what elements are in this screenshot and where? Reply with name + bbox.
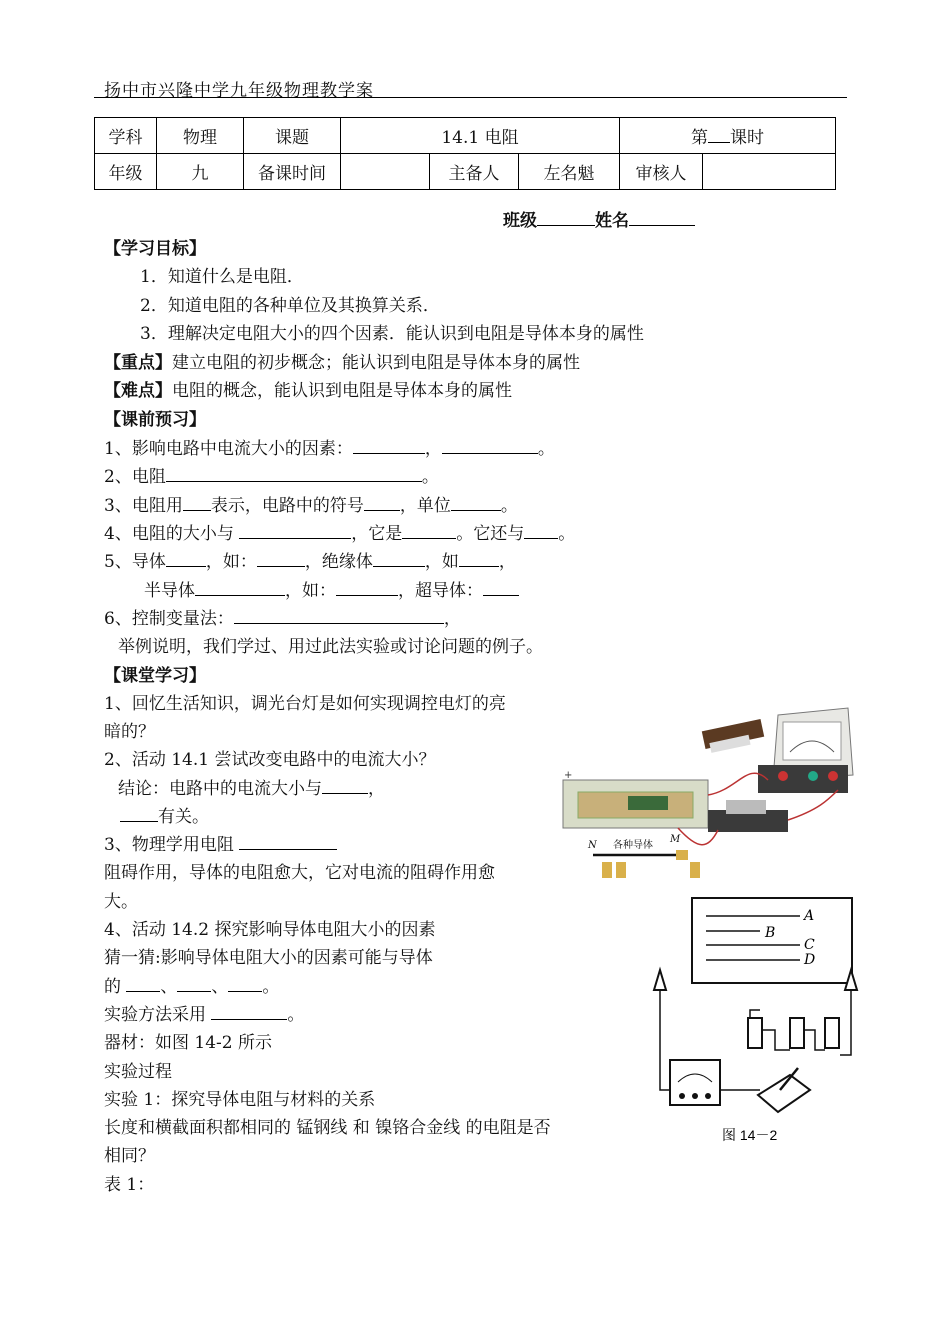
period-prefix: 第 (691, 128, 708, 148)
classroom-l4 (118, 774, 385, 799)
l12-text: 实验方法采用 (104, 1005, 212, 1025)
name-label: 姓名 (595, 211, 629, 231)
difficulty-line (104, 376, 512, 401)
conductor-label: 各种导体 (613, 840, 653, 851)
q4-text-2: ，它是 (351, 524, 403, 544)
classroom-l10: 猜一猜:影响导体电阻大小的因素可能与导体 (104, 948, 433, 968)
label-n: N (588, 840, 597, 851)
goal-item-2: 2．知道电阻的各种单位及其换算关系． (140, 296, 440, 316)
classroom-l17: 相同？ (104, 1146, 155, 1166)
info-row-1 (95, 118, 836, 154)
preparer-label: 主备人 (430, 154, 519, 190)
q4-text-1: 4、电阻的大小与 (104, 524, 240, 544)
classroom-l6 (104, 830, 337, 855)
q3-text-2: 表示，电路中的符号 (210, 496, 364, 516)
topic-label: 课题 (244, 118, 341, 154)
classroom-l5 (120, 802, 209, 827)
preview-q3 (104, 491, 518, 516)
goals-heading: 【学习目标】 (104, 239, 206, 259)
preview-q4 (104, 519, 575, 544)
l11-blank-1 (126, 977, 160, 992)
classroom-l16: 长度和横截面积都相同的 锰钢线 和 镍铬合金线 的电阻是否 (104, 1118, 551, 1138)
l5-text: 有关。 (158, 807, 209, 827)
key-point-line (104, 348, 580, 373)
info-row-2 (95, 154, 836, 190)
prep-time-label: 备课时间 (244, 154, 341, 190)
q5a-text-1: 5、导体 (104, 552, 166, 572)
class-name-line (503, 206, 695, 231)
q1-blank-2 (442, 439, 538, 454)
key-point-text: 建立电阻的初步概念；能认识到电阻是导体本身的属性 (172, 353, 580, 373)
q4-end: 。 (558, 524, 576, 544)
reviewer-label: 审核人 (620, 154, 703, 190)
l4-end: ， (368, 779, 385, 799)
battery-cells (748, 1018, 839, 1050)
q1-text: 1、影响电路中电流大小的因素： (104, 439, 353, 459)
q2-end: 。 (421, 467, 439, 487)
preview-q6b: 举例说明，我们学过、用过此法实验或讨论问题的例子。 (118, 637, 543, 657)
q6-text: 6、控制变量法： (104, 609, 234, 629)
l11-blank-2 (177, 977, 211, 992)
period-suffix: 课时 (730, 128, 764, 148)
left-clip (654, 970, 666, 990)
l11-sep-1: 、 (160, 977, 178, 997)
classroom-l9: 4、活动 14.2 探究影响导体电阻大小的因素 (104, 920, 436, 940)
class-label: 班级 (503, 211, 537, 231)
q6-blank (234, 609, 444, 624)
q4-text-3: 。它还与 (456, 524, 525, 544)
preview-q5a (104, 547, 516, 572)
classroom-heading: 【课堂学习】 (104, 666, 206, 686)
l6-text: 3、物理学用电阻 (104, 835, 240, 855)
q3-end: 。 (500, 496, 518, 516)
q5a-text-2: ，如： (205, 552, 257, 572)
q4-blank-1 (239, 524, 351, 539)
q3-text-3: ，单位 (399, 496, 451, 516)
wire-label-c: C (804, 937, 815, 953)
q4-blank-2 (402, 524, 456, 539)
subject-label: 学科 (95, 118, 157, 154)
q5a-text-4: ，如 (424, 552, 459, 572)
classroom-l11 (104, 972, 279, 997)
class-blank (537, 211, 595, 226)
classroom-l2: 暗的？ (104, 722, 155, 742)
q1-end: 。 (537, 439, 555, 459)
preview-q2 (104, 462, 439, 487)
q4-blank-3 (524, 524, 558, 539)
preview-q5b (144, 576, 519, 601)
ammeter-symbol (670, 1060, 720, 1105)
period-blank (708, 128, 730, 143)
l12-end: 。 (287, 1005, 305, 1025)
grade-label: 年级 (95, 154, 157, 190)
l4-blank (322, 779, 368, 794)
document-header-title: 扬中市兴隆中学九年级物理教学案 (104, 81, 374, 101)
q5b-blank-1 (195, 581, 285, 596)
goal-item-1: 1．知道什么是电阻． (140, 267, 304, 287)
apparatus-illustration (558, 700, 858, 890)
q2-blank (166, 467, 422, 482)
classroom-l1: 1、回忆生活知识，调光台灯是如何实现调控电灯的亮 (104, 694, 506, 714)
q6-end: ， (443, 609, 461, 629)
wire-label-d: D (804, 952, 816, 968)
classroom-l15: 实验 1：探究导体电阻与材料的关系 (104, 1090, 376, 1110)
topic-value: 14.1 电阻 (341, 118, 620, 154)
q5a-blank-2 (257, 552, 305, 567)
classroom-l3: 2、活动 14.1 尝试改变电路中的电流大小？ (104, 750, 436, 770)
subject-value: 物理 (157, 118, 244, 154)
goal-item-3: 3．理解决定电阻大小的四个因素．能认识到电阻是导体本身的属性 (140, 324, 644, 344)
q5a-text-3: ，绝缘体 (304, 552, 373, 572)
q5b-blank-2 (336, 581, 398, 596)
preparer-value: 左名魁 (519, 154, 620, 190)
difficulty-label: 【难点】 (104, 381, 172, 401)
preview-q6 (104, 604, 461, 629)
q5b-text-3: ，超导体： (398, 581, 483, 601)
q3-blank-2 (364, 496, 400, 511)
q3-text-1: 3、电阻用 (104, 496, 183, 516)
classroom-l13: 器材：如图 14-2 所示 (104, 1033, 272, 1053)
circuit-diagram-14-2 (640, 890, 870, 1150)
classroom-l12 (104, 1000, 304, 1025)
l11-blank-3 (228, 977, 262, 992)
q3-blank-1 (183, 496, 211, 511)
header-rule (94, 97, 847, 98)
battery-box-image (563, 780, 708, 828)
q3-blank-3 (451, 496, 501, 511)
q5a-blank-4 (459, 552, 499, 567)
difficulty-text: 电阻的概念，能认识到电阻是导体本身的属性 (172, 381, 512, 401)
prep-time-value (341, 154, 430, 190)
q1-blank-1 (353, 439, 425, 454)
q5a-end: ， (498, 552, 516, 572)
preview-q1 (104, 434, 555, 459)
classroom-l14: 实验过程 (104, 1062, 172, 1082)
reviewer-value (703, 154, 836, 190)
l11-text: 的 (104, 977, 127, 997)
q5b-text-1: 半导体 (144, 581, 195, 601)
period-cell (620, 118, 836, 154)
switch-symbol (758, 1068, 810, 1112)
plus-terminal-label: + (564, 770, 573, 781)
wire-label-b: B (765, 925, 776, 941)
l11-sep-2: 、 (211, 977, 229, 997)
l5-blank (120, 807, 158, 822)
lesson-info-table (94, 117, 836, 190)
q5a-blank-3 (373, 552, 425, 567)
label-m: M (670, 834, 681, 845)
l12-blank (211, 1005, 287, 1020)
q5a-blank-1 (166, 552, 206, 567)
q2-text: 2、电阻 (104, 467, 166, 487)
preview-heading: 【课前预习】 (104, 410, 206, 430)
l4-text: 结论：电路中的电流大小与 (118, 779, 322, 799)
l6-blank (239, 835, 337, 850)
grade-value: 九 (157, 154, 244, 190)
name-blank (629, 211, 695, 226)
classroom-l7: 阻碍作用，导体的电阻愈大，它对电流的阻碍作用愈 (104, 863, 495, 883)
q5b-text-2: ，如： (285, 581, 336, 601)
classroom-l8: 大。 (104, 892, 138, 912)
wire-label-a: A (804, 908, 815, 924)
classroom-l18: 表 1： (104, 1175, 155, 1195)
key-point-label: 【重点】 (104, 353, 172, 373)
q1-sep: ， (424, 439, 442, 459)
figure-caption: 图 14－2 (722, 1127, 778, 1143)
q5b-blank-3 (483, 581, 519, 596)
l11-end: 。 (262, 977, 280, 997)
